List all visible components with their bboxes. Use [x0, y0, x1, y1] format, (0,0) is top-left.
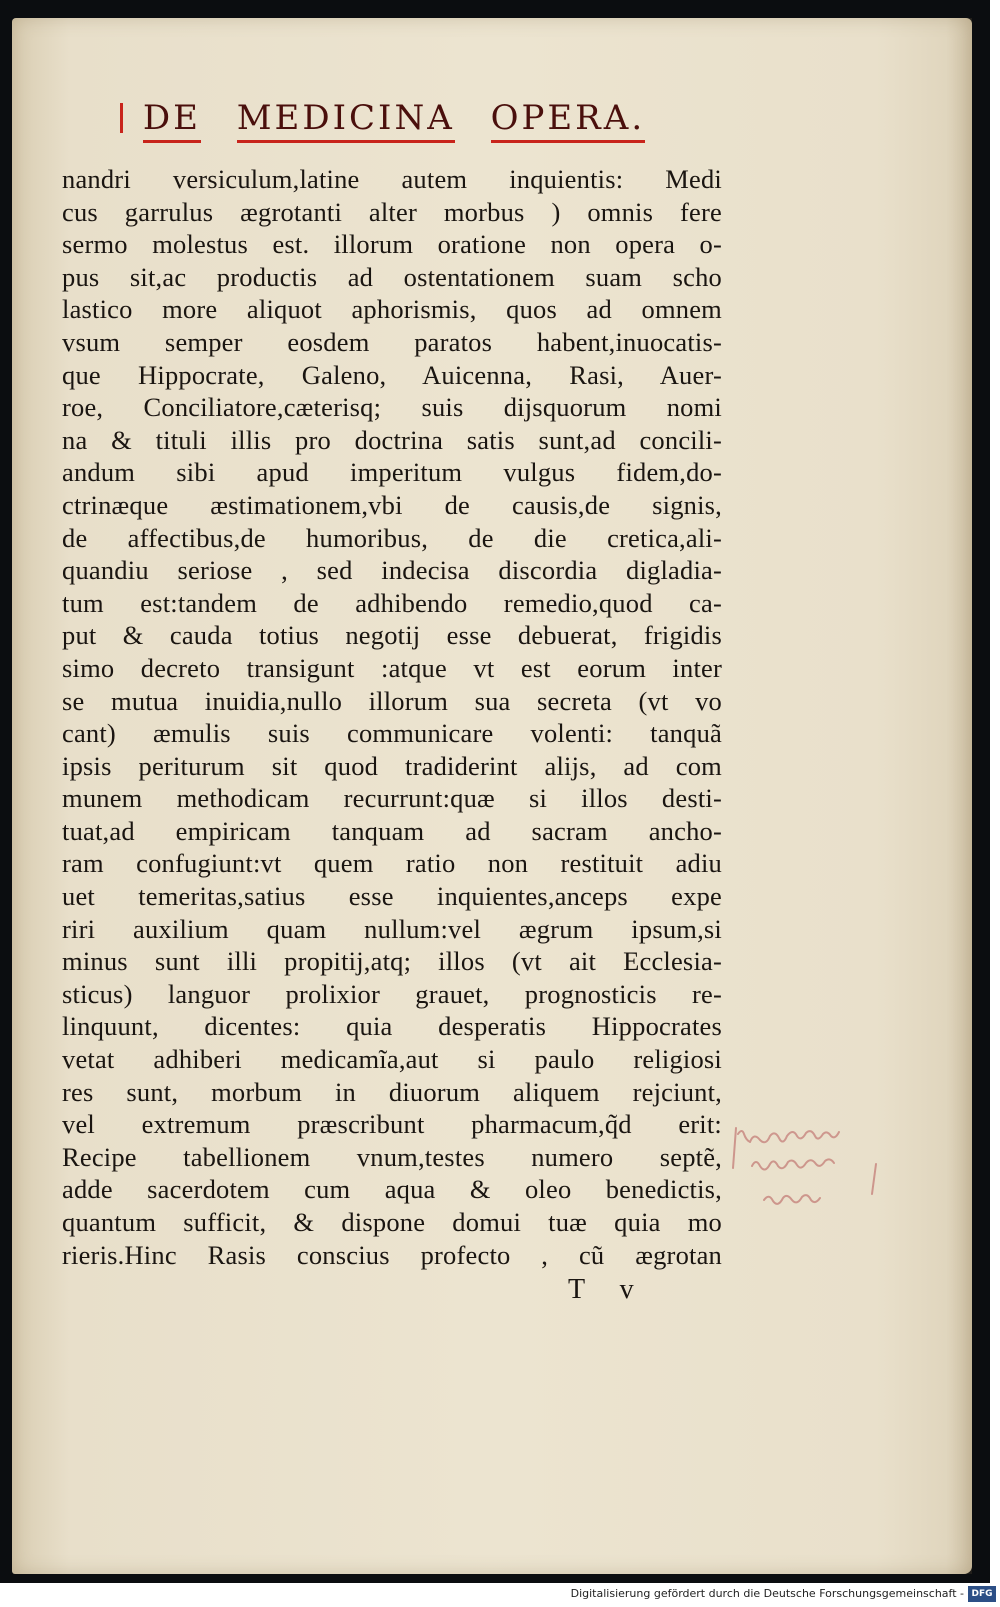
text-line: adde sacerdotem cum aqua & oleo benedictis, [62, 1174, 722, 1205]
text-line: quantum sufficit, & dispone domui tuæ quia mo [62, 1207, 722, 1237]
text-line: vel extremum præscribunt pharmacum,q̃d erit: [62, 1109, 722, 1140]
text-line: sermo molestus est. illorum oratione non opera o- [62, 229, 722, 260]
text-line: andum sibi apud imperitum vulgus fidem,do- [62, 457, 722, 488]
text-line: ipsis periturum sit quod tradiderint alijs, ad com [62, 750, 722, 781]
text-line: ctrinæque æstimationem,vbi de causis,de signis, [62, 489, 722, 520]
text-line: rieris.Hinc Rasis conscius profecto , cũ ægrotan [62, 1239, 722, 1270]
text-line: riri auxilium quam nullum:vel ægrum ipsum,si [62, 913, 722, 944]
marginal-note-handwriting [730, 1124, 900, 1234]
text-line: munem methodicam recurrunt:quæ si illos desti- [62, 783, 722, 814]
text-line: se mutua inuidia,nullo illorum sua secreta (vt vo [62, 685, 722, 716]
running-head-rubric [120, 103, 123, 133]
text-line: lastico more aliquot aphorismis, quos ad omnem [62, 294, 722, 325]
text-line: vetat adhiberi medicamĩa,aut si paulo religiosi [62, 1044, 722, 1075]
text-line: res sunt, morbum in diuorum aliquem rejciunt, [62, 1076, 722, 1107]
text-line: linquunt, dicentes: quia desperatis Hippocrates [62, 1011, 722, 1042]
body-text [62, 163, 722, 1271]
digitization-footer [0, 1583, 1000, 1607]
text-line: cant) æmulis suis communicare volenti: tanquã [62, 718, 722, 749]
running-head [120, 98, 667, 150]
text-line: uet temeritas,satius esse inquientes,anceps expe [62, 881, 722, 912]
text-line: pus sit,ac productis ad ostentationem suam scho [62, 261, 722, 292]
text-line: roe, Conciliatore,cæterisq; suis dijsquorum nomi [62, 392, 722, 423]
text-line: na & tituli illis pro doctrina satis sunt,ad concili- [62, 424, 722, 455]
signature-mark: T v [568, 1274, 648, 1305]
text-line: vsum semper eosdem paratos habent,inuocatis- [62, 326, 722, 357]
text-line: tum est:tandem de adhibendo remedio,quod ca- [62, 587, 722, 618]
running-head-word-3: OPERA. [491, 98, 646, 143]
text-line: quandiu seriose , sed indecisa discordia digladia- [62, 555, 722, 586]
text-line: ram confugiunt:vt quem ratio non restituit adiu [62, 848, 722, 879]
text-line: cus garrulus ægrotanti alter morbus ) omnis fere [62, 196, 722, 227]
text-line: Recipe tabellionem vnum,testes numero septẽ, [62, 1141, 722, 1172]
text-line: simo decreto transigunt :atque vt est eorum inter [62, 652, 722, 683]
running-head-word-2: MEDICINA [237, 98, 455, 143]
book-page [12, 18, 972, 1574]
dfg-logo: DFG [968, 1586, 996, 1602]
text-line: sticus) languor prolixior grauet, prognosticis re- [62, 978, 722, 1009]
text-line: de affectibus,de humoribus, de die cretica,ali- [62, 522, 722, 553]
footer-credit: Digitalisierung gefördert durch die Deutsche Forschungsgemeinschaft - [570, 1587, 964, 1600]
page-edge-shadow [946, 18, 972, 1574]
text-line: nandri versiculum,latine autem inquientis: Medi [62, 164, 722, 194]
text-line: minus sunt illi propitij,atq; illos (vt ait Ecclesia- [62, 946, 722, 977]
text-line: que Hippocrate, Galeno, Auicenna, Rasi, Auer- [62, 359, 722, 390]
text-line: put & cauda totius negotij esse debuerat, frigidis [62, 620, 722, 651]
text-line: tuat,ad empiricam tanquam ad sacram ancho- [62, 815, 722, 846]
running-head-word-1: DE [143, 98, 201, 143]
